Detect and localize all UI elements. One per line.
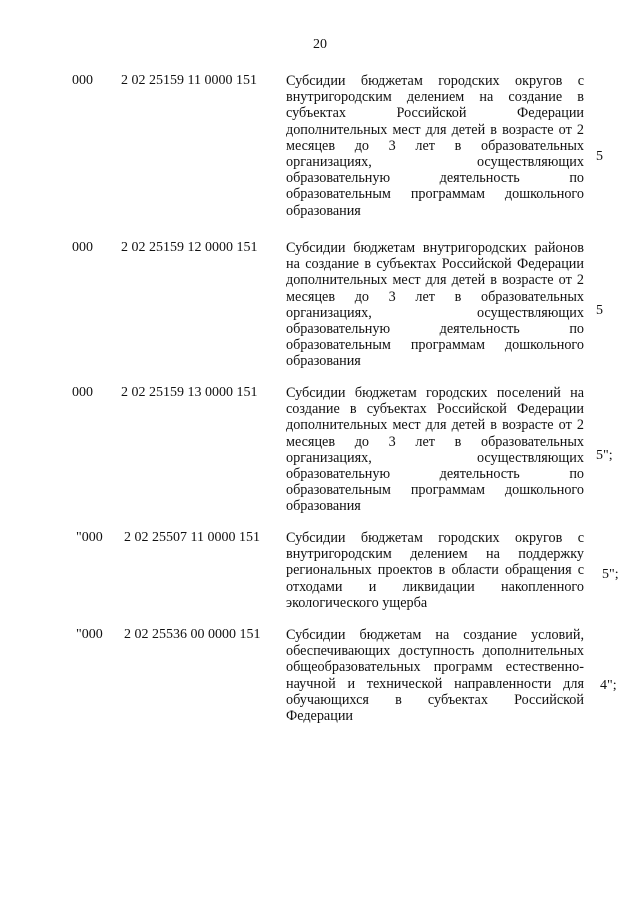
distribution-norm: 5"; <box>596 448 613 463</box>
admin-code: "000 <box>76 627 103 642</box>
admin-code: 000 <box>72 385 93 400</box>
distribution-norm: 5"; <box>602 567 619 582</box>
income-description: Субсидии бюджетам городских округов с внутригородским делением на создание в субъектах Российской Федерации дополнительных мест для детей в возрасте от 2 месяцев до 3 лет в образовательных организациях, осуществляющих образовательную деятельность по образовательным программам дошкольного образования <box>286 73 584 219</box>
income-code: 2 02 25536 00 0000 151 <box>124 627 261 642</box>
income-description: Субсидии бюджетам на создание условий, обеспечивающих доступность дополнительных общеобразовательных программ естественно-научной и технической направленности для обучающихся в субъектах Российской Федерации <box>286 627 584 725</box>
admin-code: 000 <box>72 240 93 255</box>
income-code: 2 02 25159 12 0000 151 <box>121 240 258 255</box>
income-code: 2 02 25507 11 0000 151 <box>124 530 260 545</box>
admin-code: "000 <box>76 530 103 545</box>
income-description: Субсидии бюджетам городских округов с внутригородским делением на поддержку региональных проектов в области обращения с отходами и ликвидации накопленного экологического ущерба <box>286 530 584 611</box>
income-description: Субсидии бюджетам городских поселений на создание в субъектах Российской Федерации дополнительных мест для детей в возрасте от 2 месяцев до 3 лет в образовательных организациях, осуществляющих образовательную деятельность по образовательным программам дошкольного образования <box>286 385 584 515</box>
distribution-norm: 4"; <box>600 678 617 693</box>
distribution-norm: 5 <box>596 149 603 164</box>
income-code: 2 02 25159 13 0000 151 <box>121 385 258 400</box>
income-description: Субсидии бюджетам внутригородских районов на создание в субъектах Российской Федерации дополнительных мест для детей в возрасте от 2 месяцев до 3 лет в образовательных организациях, осуществляющих образовательную деятельность по образовательным программам дошкольного образования <box>286 240 584 370</box>
page-number: 20 <box>313 37 327 52</box>
income-code: 2 02 25159 11 0000 151 <box>121 73 257 88</box>
distribution-norm: 5 <box>596 303 603 318</box>
admin-code: 000 <box>72 73 93 88</box>
